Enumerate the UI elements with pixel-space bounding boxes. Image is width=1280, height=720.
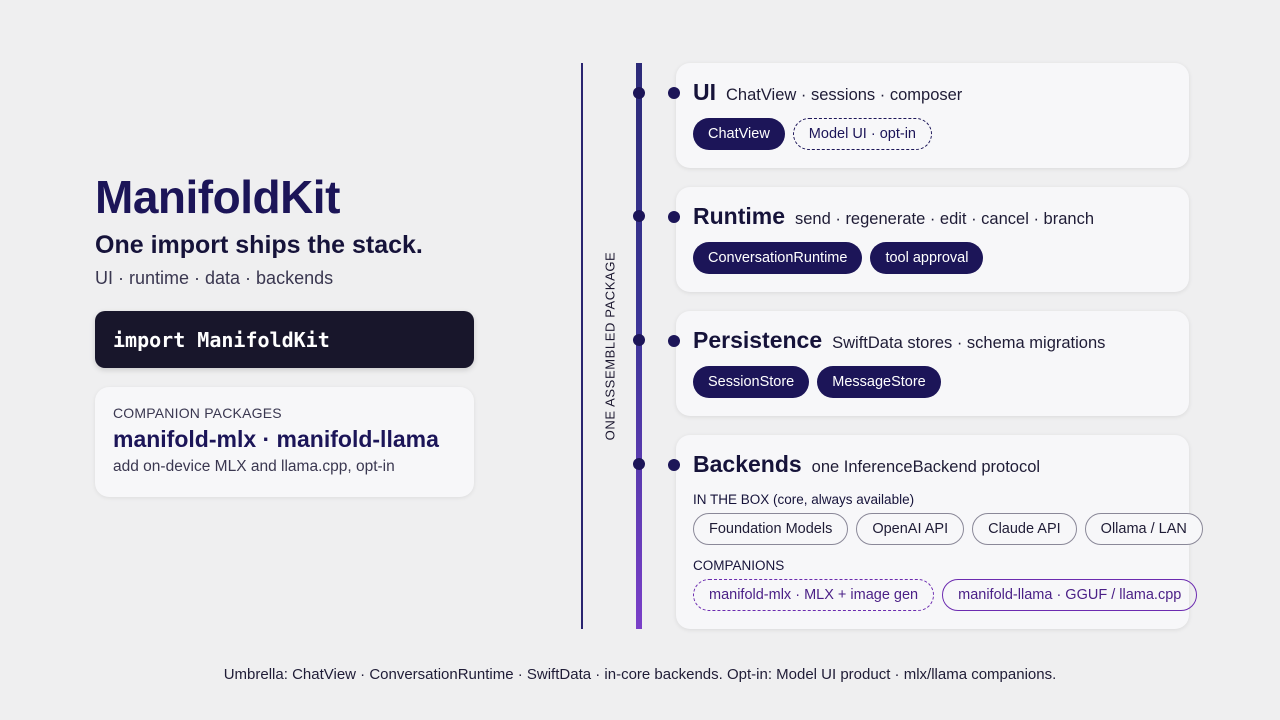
import-code-text: import ManifoldKit [113,327,330,352]
chip-message-store: MessageStore [817,366,941,398]
chip-claude-api: Claude API [972,513,1077,545]
layer-card-runtime [676,187,1189,292]
import-code-block [95,311,474,368]
layer-card-backends [676,435,1189,629]
layer-description: one InferenceBackend protocol [811,458,1041,476]
layer-title: Backends [693,451,802,477]
layer-description: SwiftData stores · schema migrations [832,334,1106,352]
layer-title: Persistence [693,327,823,353]
companions-heading: COMPANIONS [693,558,785,573]
chip-row-persistence [693,366,941,398]
companion-title: manifold-mlx · manifold-llama [113,426,439,452]
tagline: One import ships the stack. [95,231,423,259]
layer-description: send · regenerate · edit · cancel · branch [795,210,1094,228]
brand-title: ManifoldKit [95,171,340,223]
layer-title: Runtime [693,203,785,229]
companion-heading: COMPANION PACKAGES [113,405,282,421]
chip-tool-approval: tool approval [870,242,983,274]
card-header-runtime [693,203,1094,230]
card-header-ui [693,79,962,106]
in-the-box-heading: IN THE BOX (core, always available) [693,492,915,507]
chip-ollama-lan: Ollama / LAN [1085,513,1203,545]
chip-conversation-runtime: ConversationRuntime [693,242,862,274]
layer-rail [636,63,642,629]
companion-packages-card [95,387,474,497]
layer-card-persistence [676,311,1189,416]
chip-row-companions [693,579,1197,611]
card-node-persistence [668,335,680,347]
chip-session-store: SessionStore [693,366,809,398]
package-bracket-line [581,63,583,629]
chip-row-runtime [693,242,983,274]
chip-row-ui [693,118,932,150]
rail-node-backends [633,458,645,470]
card-node-backends [668,459,680,471]
chip-row-in-box [693,513,1203,545]
rail-node-ui [633,87,645,99]
rail-label: ONE ASSEMBLED PACKAGE [602,251,618,441]
chip-manifold-mlx: manifold-mlx · MLX + image gen [693,579,934,611]
chip-manifold-llama: manifold-llama · GGUF / llama.cpp [942,579,1197,611]
layer-description: ChatView · sessions · composer [726,86,963,104]
layer-title: UI [693,79,716,105]
chip-model-ui-opt-in: Model UI · opt-in [793,118,932,150]
card-node-runtime [668,211,680,223]
chip-openai-api: OpenAI API [856,513,964,545]
card-header-persistence [693,327,1105,354]
rail-node-persistence [633,334,645,346]
companion-subtitle: add on-device MLX and llama.cpp, opt-in [113,458,395,475]
card-header-backends [693,451,1040,478]
card-node-ui [668,87,680,99]
layer-card-ui [676,63,1189,168]
subline: UI · runtime · data · backends [95,268,334,288]
rail-node-runtime [633,210,645,222]
footer-caption: Umbrella: ChatView · ConversationRuntime · SwiftData · in-core backends. Opt-in: Model UI product · mlx/llama companions. [223,666,1057,683]
chip-foundation-models: Foundation Models [693,513,848,545]
chip-chatview: ChatView [693,118,785,150]
